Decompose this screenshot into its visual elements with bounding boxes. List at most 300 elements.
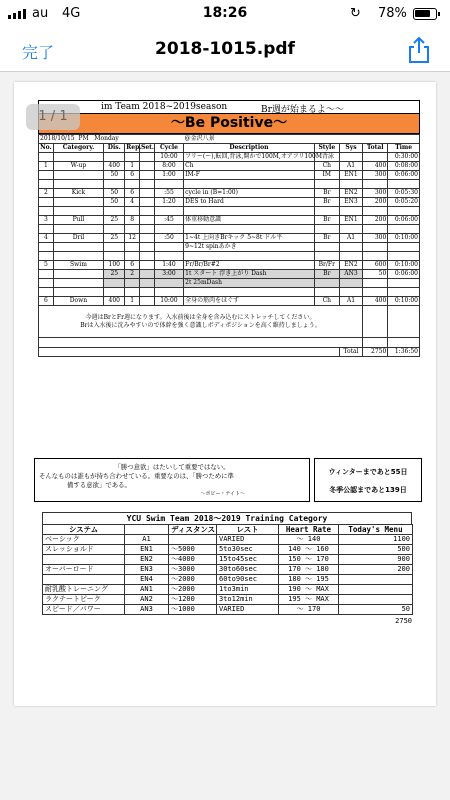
cell-total — [363, 288, 388, 297]
category-column-header: システム — [43, 525, 125, 535]
cell-time: 0:06:00 — [388, 171, 420, 180]
cell-cycle: 1:00 — [154, 171, 183, 180]
cell-cat — [53, 279, 104, 288]
cell-sys: EN1 — [339, 171, 362, 180]
cell-cat — [53, 180, 104, 189]
battery-icon — [413, 8, 437, 20]
category-cell-code: AN2 — [125, 595, 169, 605]
cell-total: 600 — [363, 261, 388, 270]
category-cell-code: AN3 — [125, 605, 169, 615]
notes-total-cell — [363, 306, 388, 338]
cell-desc: DES to Hard — [184, 198, 315, 207]
cell-dis: 50 — [104, 198, 125, 207]
note-line-2: Brは入水後に沈みやすいので体幹を強く意識しボディポジションを高く維持しましょう。 — [80, 321, 321, 329]
network-label: 4G — [62, 6, 81, 21]
cell-cat — [53, 153, 104, 162]
cell-cat: Pull — [53, 216, 104, 225]
notes-row — [39, 306, 420, 338]
cell-dis — [104, 225, 125, 234]
category-cell-rest: 30to60sec — [217, 565, 279, 575]
cell-cat: W-up — [53, 162, 104, 171]
cell-total: 300 — [363, 234, 388, 243]
total-distance: 2750 — [363, 348, 388, 357]
cell-sys — [339, 180, 362, 189]
category-cell-code: EN3 — [125, 565, 169, 575]
spring-countdown: 冬季公認まであと139日 — [329, 486, 407, 494]
cell-time — [388, 279, 420, 288]
column-header: Set. — [141, 144, 155, 151]
cell-cycle: 1:20 — [154, 198, 183, 207]
quote-box — [34, 458, 310, 502]
cell-style — [314, 225, 339, 234]
cell-style: Ch — [314, 297, 339, 306]
cell-rep — [125, 180, 140, 189]
workout-row — [39, 252, 420, 261]
workout-row — [39, 207, 420, 216]
cell-no: 5 — [39, 261, 54, 270]
cell-dis: 100 — [104, 261, 125, 270]
cell-total: 50 — [363, 270, 388, 279]
cell-set — [140, 153, 155, 162]
category-cell-menu — [339, 595, 413, 605]
cell-no — [39, 198, 54, 207]
column-header: Category. — [53, 144, 104, 153]
cell-time: 0:30:00 — [388, 153, 420, 162]
cell-rep: 1 — [125, 297, 140, 306]
cell-desc: フリー(ー),転回,背泳,開かで100M,オアフリ100M背泳 — [185, 153, 335, 160]
countdown-box — [314, 458, 422, 502]
battery-percentage: 78% — [378, 6, 407, 21]
total-time: 1:36:50 — [388, 348, 420, 357]
cell-cat: Down — [53, 297, 104, 306]
cell-no — [39, 288, 54, 297]
category-cell-menu — [339, 585, 413, 595]
navigation-bar — [0, 28, 450, 72]
cell-time — [388, 252, 420, 261]
cell-style: Br — [314, 216, 339, 225]
category-cell-sys — [43, 555, 125, 565]
cell-dis — [104, 153, 125, 162]
cell-style: Br — [314, 234, 339, 243]
cell-set — [140, 189, 155, 198]
category-row — [43, 535, 413, 545]
cell-style: Br — [314, 198, 339, 207]
cell-set — [140, 180, 155, 189]
category-cell-hr: ～ 170 — [279, 605, 339, 615]
category-cell-dist: ～5000 — [169, 545, 217, 555]
cell-rep — [125, 288, 140, 297]
category-cell-hr: 195 ～ MAX — [279, 595, 339, 605]
cell-time: 0:05:20 — [388, 198, 420, 207]
category-cell-rest: 5to30sec — [217, 545, 279, 555]
blank-row — [39, 338, 420, 348]
category-cell-hr: 150 ～ 170 — [279, 555, 339, 565]
cell-dis — [104, 207, 125, 216]
category-cell-rest: 1to3min — [217, 585, 279, 595]
category-cell-hr: 180 ～ 195 — [279, 575, 339, 585]
date-value: 2018/10/15 — [40, 135, 75, 142]
day-value: Monday — [94, 135, 119, 142]
cell-total — [363, 207, 388, 216]
cell-dis — [104, 279, 125, 288]
cell-total — [363, 243, 388, 252]
cell-desc — [184, 288, 315, 297]
category-cell-dist: ～2000 — [169, 575, 217, 585]
cell-dis — [104, 288, 125, 297]
category-column-header — [125, 525, 169, 535]
workout-row — [39, 225, 420, 234]
category-cell-dist: ～3000 — [169, 565, 217, 575]
workout-rows — [39, 153, 420, 306]
quote-author: ～ボビー・ナイト～ — [200, 491, 245, 497]
cell-rep: 8 — [125, 216, 140, 225]
category-cell-rest: VARIED — [217, 535, 279, 545]
cell-sys: EN2 — [339, 189, 362, 198]
cell-total: 200 — [363, 198, 388, 207]
cell-dis: 50 — [104, 189, 125, 198]
cell-set — [140, 297, 155, 306]
cell-no: 4 — [39, 234, 54, 243]
cell-sys — [339, 207, 362, 216]
category-column-header: Heart Rate — [279, 525, 339, 535]
workout-row — [39, 153, 420, 162]
cell-set — [140, 234, 155, 243]
category-cell-dist — [169, 535, 217, 545]
column-header: No. — [40, 144, 52, 151]
cell-time: 0:10:00 — [388, 261, 420, 270]
category-cell-menu: 50 — [339, 605, 413, 615]
cell-total: 400 — [363, 297, 388, 306]
cell-rep: 12 — [125, 234, 140, 243]
cell-cycle — [154, 225, 183, 234]
cell-desc: Ch — [184, 162, 315, 171]
cell-style — [314, 288, 339, 297]
column-header: Total — [363, 144, 388, 153]
cell-desc — [184, 180, 315, 189]
cell-dis — [104, 243, 125, 252]
sheet-subtitle: Br週が始まるよ～～ — [261, 105, 344, 115]
cell-total: 300 — [363, 171, 388, 180]
column-header: Time — [388, 144, 420, 153]
category-column-header: レスト — [217, 525, 279, 535]
theme-banner: ～Be Positive～ — [38, 114, 420, 134]
cell-cycle: :45 — [154, 216, 183, 225]
category-cell-code: EN4 — [125, 575, 169, 585]
carrier-label: au — [32, 6, 49, 21]
cell-style: Br — [314, 189, 339, 198]
cell-cat: Dril — [53, 234, 104, 243]
cell-rep — [125, 279, 140, 288]
workout-row — [39, 243, 420, 252]
category-row — [43, 605, 413, 615]
pdf-page[interactable] — [14, 82, 436, 706]
cell-dis — [104, 180, 125, 189]
cell-set — [140, 288, 155, 297]
total-label: Total — [339, 348, 362, 357]
workout-row — [39, 180, 420, 189]
workout-row — [39, 270, 420, 279]
cell-no — [39, 243, 54, 252]
category-row — [43, 585, 413, 595]
cell-cat — [53, 252, 104, 261]
column-header: Dis. — [104, 144, 125, 153]
category-row — [43, 555, 413, 565]
workout-row — [39, 279, 420, 288]
total-spacer — [39, 348, 340, 357]
cell-sys: AN3 — [339, 270, 362, 279]
cell-no: 2 — [39, 189, 54, 198]
category-cell-sys: スレッショルド — [43, 545, 125, 555]
cell-cycle: 10:00 — [154, 297, 183, 306]
cell-cycle — [154, 288, 183, 297]
cell-desc: 体重移動意識 — [184, 216, 315, 225]
cell-set — [140, 171, 155, 180]
cell-total: 200 — [363, 216, 388, 225]
cell-cat — [53, 243, 104, 252]
cell-dis: 400 — [104, 162, 125, 171]
cell-desc: 1t スタート 浮き上がり Dash — [184, 270, 315, 279]
column-header: Rep. — [126, 144, 142, 151]
category-cell-sys: ラクテートピーク — [43, 595, 125, 605]
cell-no: 6 — [39, 297, 54, 306]
category-column-header: Today's Menu — [339, 525, 413, 535]
cell-set — [140, 261, 155, 270]
cell-total: 300 — [363, 189, 388, 198]
cell-set — [140, 279, 155, 288]
workout-row — [39, 198, 420, 207]
cell-time: 0:06:00 — [388, 216, 420, 225]
sheet-title: im Team 2018~2019season — [101, 102, 228, 112]
cell-time — [388, 180, 420, 189]
notes-cell — [39, 306, 363, 338]
cell-rep: 4 — [125, 198, 140, 207]
cell-desc: 2t 25mDash — [184, 279, 315, 288]
cell-cycle — [154, 252, 183, 261]
cell-cycle: 3:00 — [154, 270, 183, 279]
cell-time: 0:10:00 — [388, 234, 420, 243]
share-icon — [406, 36, 432, 64]
column-header: Description — [184, 144, 315, 153]
cell-cycle: 1:40 — [154, 261, 183, 270]
cell-total — [363, 279, 388, 288]
cell-desc: cycle in (B=1:00) — [184, 189, 315, 198]
cell-cat — [53, 225, 104, 234]
category-row — [43, 575, 413, 585]
cell-no — [39, 252, 54, 261]
cell-total — [363, 180, 388, 189]
cell-style: IM — [314, 171, 339, 180]
category-cell-menu: 900 — [339, 555, 413, 565]
cell-sys — [339, 153, 362, 162]
category-column-header: ディスタンス — [169, 525, 217, 535]
cell-cycle — [154, 243, 183, 252]
notes-time-cell — [388, 306, 420, 338]
category-cell-rest: 3to12min — [217, 595, 279, 605]
done-button[interactable]: 完了 — [22, 43, 55, 62]
cell-set — [140, 252, 155, 261]
cell-sys — [339, 243, 362, 252]
cell-time — [388, 288, 420, 297]
category-cell-code: EN2 — [125, 555, 169, 565]
cell-sys — [339, 252, 362, 261]
category-row — [43, 595, 413, 605]
cell-set — [140, 270, 155, 279]
workout-row — [39, 171, 420, 180]
category-cell-menu — [339, 575, 413, 585]
cell-time — [388, 243, 420, 252]
workout-row — [39, 288, 420, 297]
cell-set — [140, 243, 155, 252]
cell-no — [39, 171, 54, 180]
cell-time — [388, 207, 420, 216]
category-cell-dist: ～4000 — [169, 555, 217, 565]
category-table — [42, 524, 413, 615]
cell-cat — [53, 207, 104, 216]
workout-row — [39, 261, 420, 270]
category-header — [43, 525, 413, 535]
cell-cycle — [154, 279, 183, 288]
cell-desc: 9~12t spinあかき — [184, 243, 315, 252]
cell-desc — [184, 225, 315, 234]
cell-rep — [125, 153, 140, 162]
cell-sys: EN1 — [339, 216, 362, 225]
document-title: 2018-1015.pdf — [155, 39, 295, 59]
cell-rep — [125, 225, 140, 234]
category-cell-hr: 170 ～ 180 — [279, 565, 339, 575]
workout-row — [39, 162, 420, 171]
cell-no: 1 — [39, 162, 54, 171]
battery-level — [415, 10, 430, 17]
column-header: Cycle — [154, 144, 183, 153]
category-row — [43, 565, 413, 575]
cell-set — [140, 225, 155, 234]
cell-no — [39, 207, 54, 216]
cell-style — [314, 279, 339, 288]
category-caption: YCU Swim Team 2018～2019 Training Category — [42, 512, 412, 524]
cell-style: Ch — [314, 162, 339, 171]
cell-sys: EN3 — [339, 198, 362, 207]
cell-sys: EN2 — [339, 261, 362, 270]
category-cell-menu: 1100 — [339, 535, 413, 545]
cell-cycle — [154, 207, 183, 216]
cell-sys: A1 — [339, 162, 362, 171]
category-cell-menu: 500 — [339, 545, 413, 555]
cell-time: 0:10:00 — [388, 297, 420, 306]
cell-no — [39, 225, 54, 234]
cell-no — [39, 180, 54, 189]
category-cell-code: AN1 — [125, 585, 169, 595]
cell-cat — [53, 288, 104, 297]
cell-time: 0:06:00 — [388, 270, 420, 279]
page-counter: 1 / 1 — [26, 104, 80, 130]
cell-no — [39, 153, 54, 162]
cell-dis: 25 — [104, 216, 125, 225]
cell-rep: 1 — [125, 162, 140, 171]
cell-rep: 6 — [125, 171, 140, 180]
category-cell-dist: ～2000 — [169, 585, 217, 595]
cell-sys — [339, 279, 362, 288]
category-cell-sys: 耐乳酸トレーニング — [43, 585, 125, 595]
cell-cat: Swim — [53, 261, 104, 270]
rotation-lock-icon: ↻ — [350, 6, 361, 21]
cell-cycle: 8:00 — [154, 162, 183, 171]
cell-style — [314, 180, 339, 189]
cell-total — [363, 225, 388, 234]
training-category — [42, 512, 412, 625]
cell-desc: 全身の筋肉をほぐす — [184, 297, 315, 306]
note-line-1: 今週はBrとFr週になります。入水前後は全身を含み込むにストレッチしてください。 — [85, 313, 316, 321]
cell-style — [314, 243, 339, 252]
cell-sys: A1 — [339, 234, 362, 243]
place-value: @金沢八景 — [184, 135, 215, 142]
total-row — [39, 348, 420, 357]
category-cell-hr: 190 ～ MAX — [279, 585, 339, 595]
cell-dis: 25 — [104, 234, 125, 243]
workout-row — [39, 189, 420, 198]
sheet-title-row — [38, 100, 420, 114]
quote-line-2: そんなものは誰もが持ち合わせている。重要なのは、「勝つために準 — [39, 472, 234, 480]
cell-time — [388, 225, 420, 234]
category-total: 2750 — [395, 617, 412, 625]
cell-set — [140, 207, 155, 216]
cell-cycle — [154, 180, 183, 189]
category-row — [43, 545, 413, 555]
cell-cycle: :55 — [154, 189, 183, 198]
cell-time: 0:05:30 — [388, 189, 420, 198]
cell-sys — [339, 225, 362, 234]
cell-cat — [53, 171, 104, 180]
category-cell-sys: スピード／パワー — [43, 605, 125, 615]
cell-set — [140, 216, 155, 225]
column-header: Style — [314, 144, 339, 153]
category-cell-sys: オーバーロード — [43, 565, 125, 575]
category-cell-hr: 140 ～ 160 — [279, 545, 339, 555]
category-cell-dist: ～1000 — [169, 605, 217, 615]
cell-dis: 50 — [104, 171, 125, 180]
cell-style: Br — [314, 270, 339, 279]
category-cell-rest: 15to45sec — [217, 555, 279, 565]
cell-cycle: :50 — [154, 234, 183, 243]
cell-desc: IM-F — [184, 171, 315, 180]
date-cell — [39, 135, 184, 144]
quote-line-1: 「勝つ意欲」はたいして重要ではない。 — [114, 463, 230, 471]
cell-style: Br/Fr — [314, 261, 339, 270]
cell-rep: 6 — [125, 189, 140, 198]
workout-row — [39, 234, 420, 243]
share-button[interactable] — [406, 36, 432, 64]
cell-dis: 25 — [104, 270, 125, 279]
cell-desc — [184, 252, 315, 261]
category-cell-code: A1 — [125, 535, 169, 545]
cell-style — [314, 207, 339, 216]
column-header: Sys — [339, 144, 362, 153]
status-time: 18:26 — [202, 5, 248, 21]
workout-table — [38, 134, 420, 357]
cell-rep: 2 — [125, 270, 140, 279]
table-header — [39, 144, 420, 153]
cell-time: 0:08:00 — [388, 162, 420, 171]
cell-total: 400 — [363, 162, 388, 171]
cell-cat: Kick — [53, 189, 104, 198]
cell-desc — [184, 207, 315, 216]
category-rows — [43, 535, 413, 615]
cell-desc: 1~4t 上向きBrキック 5~8t ドル平 — [184, 234, 315, 243]
status-bar — [0, 0, 450, 28]
quote-line-3: 備する意欲」である。 — [67, 481, 131, 489]
cell-total — [363, 153, 388, 162]
category-cell-rest: VARIED — [217, 605, 279, 615]
category-cell-rest: 60to90sec — [217, 575, 279, 585]
